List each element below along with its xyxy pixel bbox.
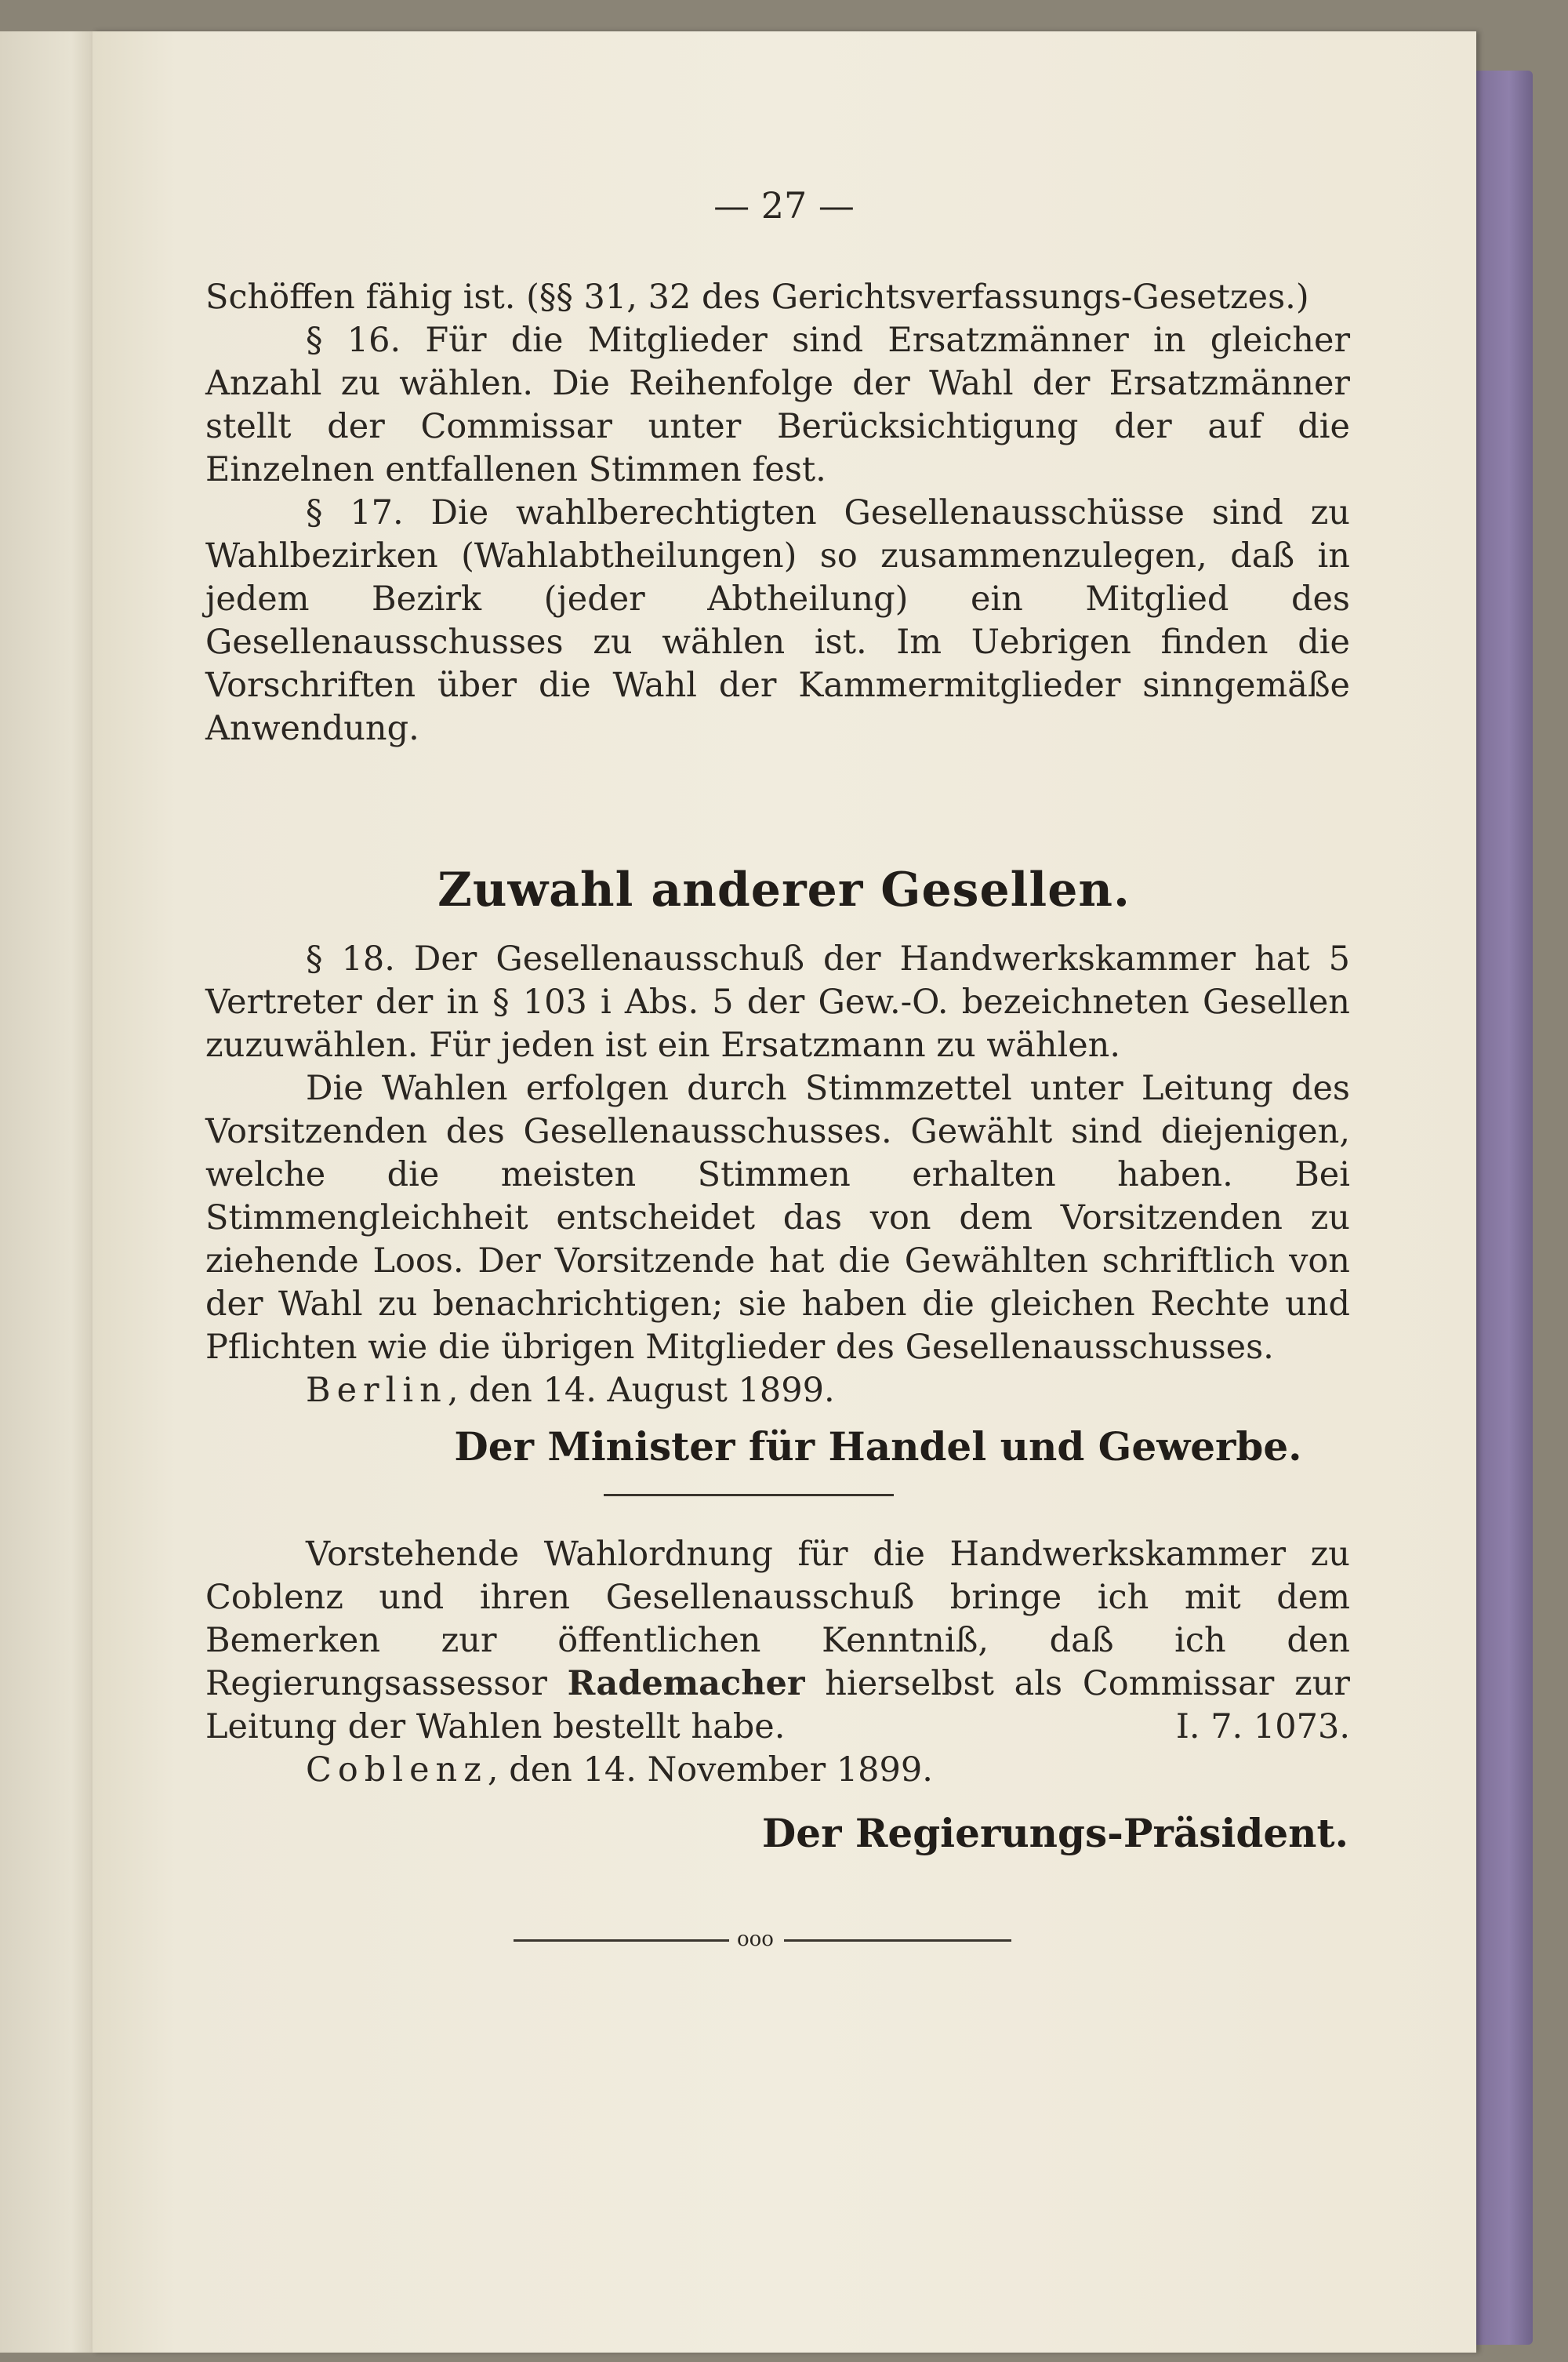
end-rule-right xyxy=(784,1939,1011,1942)
date-berlin: , den 14. August 1899. xyxy=(447,1371,835,1410)
paragraph-section-17: § 17. Die wahlberechtigten Gesellenausschüsse sind zu Wahlbezirken (Wahlabtheilungen) so zusammenzulegen, daß in jedem Bezirk (jeder Abtheilung) ein Mitglied des Gesellenausschusses zu wählen ist. Im Uebrigen finden die Vorschriften über die Wahl der Kammermitglieder sinngemäße Anwendung. xyxy=(205,493,1350,748)
reference-number: I. 7. 1073. xyxy=(1175,1707,1350,1746)
name-rademacher: Rademacher xyxy=(567,1664,805,1703)
dateline-coblenz xyxy=(205,1749,1350,1792)
end-ornament: ooo xyxy=(737,1928,774,1951)
text-block-1 xyxy=(205,276,1350,750)
end-rule-left xyxy=(514,1939,729,1942)
text-block-2 xyxy=(205,938,1350,1412)
dateline-berlin xyxy=(205,1369,1350,1412)
paragraph-announcement: Vorstehende Wahlordnung für die Handwerkskammer zu Coblenz und ihren Gesellenausschuß bringe ich mit dem Bemerken zur öffentlichen Kenntniß, daß ich den Regierungsassessor Rademacher hierselbst als Commissar zur Leitung der Wahlen bestellt habe. I. 7. 1073. xyxy=(205,1533,1350,1749)
paragraph-continuation: Schöffen fähig ist. (§§ 31, 32 des Gerichtsverfassungs-Gesetzes.) xyxy=(205,278,1309,317)
page-number: — 27 — xyxy=(713,184,855,227)
date-coblenz: , den 14. November 1899. xyxy=(487,1750,933,1790)
place-coblenz: Coblenz xyxy=(306,1750,488,1790)
section-heading: Zuwahl anderer Gesellen. xyxy=(437,863,1131,918)
paragraph-section-18: § 18. Der Gesellenausschuß der Handwerkskammer hat 5 Vertreter der in § 103 i Abs. 5 der Gew.-O. bezeichneten Gesellen zuzuwählen. Für jeden ist ein Ersatzmann zu wählen. xyxy=(205,939,1350,1065)
paragraph-elections: Die Wahlen erfolgen durch Stimmzettel unter Leitung des Vorsitzenden des Gesellenausschusses. Gewählt sind diejenigen, welche die meisten Stimmen erhalten haben. Bei Stimmengleichheit entscheidet das von dem Vorsitzenden zu ziehende Loos. Der Vorsitzende hat die Gewählten schriftlich von der Wahl zu benachrichtigen; sie haben die gleichen Rechte und Pflichten wie die übrigen Mitglieder des Gesellenausschusses. xyxy=(205,1069,1350,1367)
cover-edge xyxy=(1474,71,1533,2345)
place-berlin: Berlin xyxy=(306,1371,448,1410)
text-block-3 xyxy=(205,1533,1350,1792)
president-signature: Der Regierungs-Präsident. xyxy=(761,1810,1348,1856)
paragraph-section-16: § 16. Für die Mitglieder sind Ersatzmänner in gleicher Anzahl zu wählen. Die Reihenfolge der Wahl der Ersatzmänner stellt der Commissar unter Berücksichtigung der auf die Einzelnen entfallenen Stimmen fest. xyxy=(205,321,1350,489)
minister-signature: Der Minister für Handel und Gewerbe. xyxy=(454,1423,1302,1470)
separator-rule xyxy=(604,1494,894,1496)
previous-page-edge xyxy=(0,31,102,2353)
